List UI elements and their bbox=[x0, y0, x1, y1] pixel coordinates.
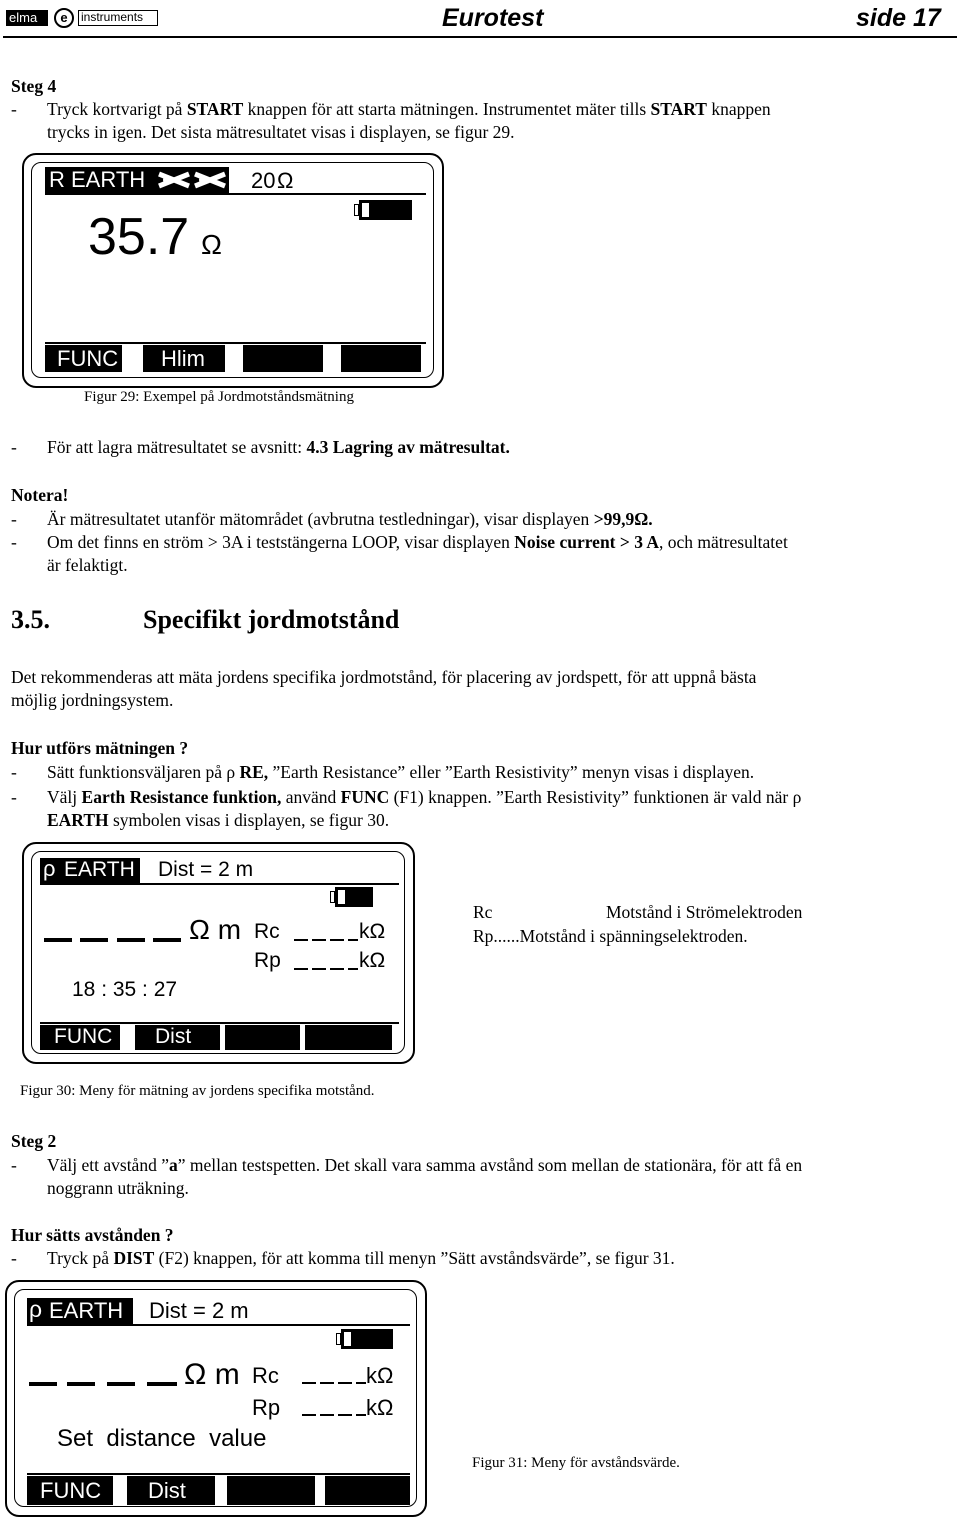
f1-label: FUNC bbox=[40, 1478, 102, 1503]
how-step2: Välj Earth Resistance funktion, använd FUNC (F1) knappen. ”Earth Resistivity” funktionen är vald när ρ bbox=[47, 787, 802, 807]
note-line3: är felaktigt. bbox=[47, 555, 128, 575]
bullet-dash: - bbox=[11, 437, 17, 457]
top-rule bbox=[45, 193, 426, 195]
earth-label: EARTH bbox=[49, 1298, 124, 1323]
f2-label: Hlim bbox=[161, 346, 205, 371]
f3-softkey bbox=[243, 345, 323, 372]
bottom-rule bbox=[27, 1473, 410, 1475]
step4-line2: trycks in igen. Det sista mätresultatet visas i displayen, se figur 29. bbox=[47, 122, 515, 142]
measured-value: 35.7 bbox=[88, 208, 190, 266]
value-dash bbox=[29, 1382, 57, 1386]
distance-line1: Tryck på DIST (F2) knappen, för att komma till menyn ”Sätt avståndsvärde”, se figur 31. bbox=[47, 1248, 675, 1268]
earth-label: EARTH bbox=[64, 858, 135, 881]
legend-rc-description: Motstånd i Strömelektroden bbox=[606, 902, 803, 922]
range-value: 20 bbox=[251, 168, 276, 193]
rc-dash bbox=[338, 1382, 352, 1384]
rc-dash bbox=[294, 939, 308, 941]
rp-dash bbox=[302, 1414, 316, 1416]
figure29-display bbox=[22, 153, 444, 388]
rc-dash bbox=[330, 939, 344, 941]
rp-unit: kΩ bbox=[366, 1395, 394, 1420]
header-page-number: side 17 bbox=[856, 4, 941, 32]
value-dash bbox=[107, 1382, 135, 1386]
test-leads-icon bbox=[157, 169, 229, 191]
figure30-caption: Figur 30: Meny för mätning av jordens specifika motstånd. bbox=[20, 1083, 375, 1099]
rc-dash bbox=[312, 939, 326, 941]
rp-dash bbox=[312, 968, 326, 970]
elma-instruments-logo bbox=[6, 8, 156, 28]
rp-label: Rp bbox=[252, 1395, 281, 1420]
set-distance-message: Set distance value bbox=[57, 1425, 267, 1452]
rc-label: Rc bbox=[254, 920, 280, 943]
note-heading: Notera! bbox=[11, 485, 69, 505]
figure31-caption: Figur 31: Meny för avståndsvärde. bbox=[472, 1455, 680, 1471]
how-step1: Sätt funktionsväljaren på ρ RE, ”Earth Resistance” eller ”Earth Resistivity” menyn visas i displayen. bbox=[47, 762, 755, 782]
rp-dash bbox=[348, 968, 358, 970]
step2-line1: Välj ett avstånd ”a” mellan testspetten. Det skall vara samma avstånd som mellan de stationära, för att få en bbox=[47, 1155, 803, 1175]
bullet-dash: - bbox=[11, 532, 17, 552]
legend-rc: Rc bbox=[473, 902, 493, 922]
bullet-dash: - bbox=[11, 99, 17, 119]
rp-dash bbox=[294, 968, 308, 970]
bullet-dash: - bbox=[11, 762, 17, 782]
note-line2: Om det finns en ström > 3A i teststängerna LOOP, visar displayen Noise current > 3 A, och mätresultatet bbox=[47, 532, 788, 552]
figure29-caption: Figur 29: Exempel på Jordmotståndsmätning bbox=[84, 389, 354, 405]
rp-unit: kΩ bbox=[359, 949, 386, 972]
rp-dash bbox=[330, 968, 344, 970]
r-earth-label: R EARTH bbox=[49, 167, 146, 192]
ohm-meter-unit: Ω m bbox=[184, 1358, 240, 1391]
header-title: Eurotest bbox=[442, 4, 544, 32]
f2-label: Dist bbox=[148, 1478, 186, 1503]
step2-heading: Steg 2 bbox=[11, 1131, 57, 1151]
rp-label: Rp bbox=[254, 949, 281, 972]
rc-unit: kΩ bbox=[366, 1363, 394, 1388]
logo-elma: elma bbox=[6, 10, 48, 26]
logo-instruments: instruments bbox=[78, 10, 158, 26]
step4-heading: Steg 4 bbox=[11, 76, 57, 96]
rc-dash bbox=[302, 1382, 316, 1384]
rc-dash bbox=[356, 1382, 366, 1384]
step2-line2: noggrann uträkning. bbox=[47, 1178, 189, 1198]
section-para-line2: möjlig jordningsystem. bbox=[11, 690, 174, 710]
f1-label: FUNC bbox=[57, 346, 119, 371]
legend-rp: Rp......Motstånd i spänningselektroden. bbox=[473, 926, 748, 946]
bullet-dash: - bbox=[11, 1155, 17, 1175]
f1-label: FUNC bbox=[54, 1025, 113, 1048]
save-line: För att lagra mätresultatet se avsnitt: 4.3 Lagring av mätresultat. bbox=[47, 437, 510, 457]
rho-symbol: ρ bbox=[29, 1296, 43, 1322]
how-step3: EARTH symbolen visas i displayen, se figur 30. bbox=[47, 810, 390, 830]
rp-dash bbox=[338, 1414, 352, 1416]
distance-heading: Hur sätts avstånden ? bbox=[11, 1225, 174, 1245]
f4-softkey bbox=[305, 1025, 392, 1050]
measured-unit: Ω bbox=[201, 229, 222, 260]
rho-symbol: ρ bbox=[43, 856, 56, 881]
f4-softkey bbox=[341, 345, 421, 372]
top-rule bbox=[27, 1324, 410, 1326]
bottom-rule bbox=[45, 342, 426, 344]
ohm-meter-unit: Ω m bbox=[189, 914, 242, 945]
f3-softkey bbox=[227, 1476, 315, 1505]
rc-dash bbox=[348, 939, 358, 941]
f2-label: Dist bbox=[155, 1025, 192, 1048]
section-number: 3.5. bbox=[11, 605, 50, 634]
value-dash bbox=[153, 938, 181, 942]
note-line1: Är mätresultatet utanför mätområdet (avbrutna testledningar), visar displayen >99,9Ω. bbox=[47, 509, 653, 529]
top-rule bbox=[40, 883, 399, 885]
bullet-dash: - bbox=[11, 1248, 17, 1268]
value-dash bbox=[67, 1382, 95, 1386]
value-dash bbox=[147, 1382, 177, 1386]
rp-dash bbox=[320, 1414, 334, 1416]
section-title: Specifikt jordmotstånd bbox=[143, 605, 400, 634]
range-ohm-unit: Ω bbox=[277, 168, 294, 193]
bottom-rule bbox=[40, 1022, 399, 1024]
rc-dash bbox=[320, 1382, 334, 1384]
clock-time: 18 : 35 : 27 bbox=[72, 978, 178, 1001]
step4-line1: Tryck kortvarigt på START knappen för att starta mätningen. Instrumentet mäter tills START knappen bbox=[47, 99, 771, 119]
value-dash bbox=[80, 938, 108, 942]
f4-softkey bbox=[325, 1476, 410, 1505]
distance-label: Dist = 2 m bbox=[149, 1298, 249, 1323]
logo-e-mark: e bbox=[54, 8, 74, 28]
figure30-display bbox=[22, 842, 415, 1064]
f3-softkey bbox=[225, 1025, 300, 1050]
rc-unit: kΩ bbox=[359, 920, 386, 943]
bullet-dash: - bbox=[11, 787, 17, 807]
rp-dash bbox=[356, 1414, 366, 1416]
section-para-line1: Det rekommenderas att mäta jordens specifika jordmotstånd, för placering av jordspett, för att uppnå bästa bbox=[11, 667, 757, 687]
how-heading: Hur utförs mätningen ? bbox=[11, 738, 189, 758]
header-rule bbox=[3, 36, 957, 38]
bullet-dash: - bbox=[11, 509, 17, 529]
rc-label: Rc bbox=[252, 1363, 279, 1388]
figure31-display bbox=[5, 1280, 427, 1517]
value-dash bbox=[117, 938, 145, 942]
value-dash bbox=[44, 938, 72, 942]
distance-label: Dist = 2 m bbox=[158, 858, 254, 881]
